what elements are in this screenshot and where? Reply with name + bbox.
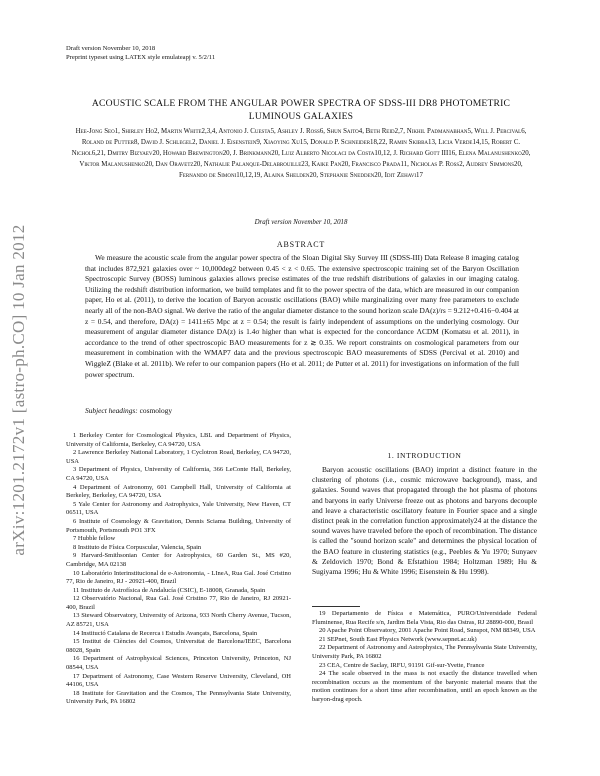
footnote: 16 Department of Astrophysical Sciences, Princeton University, Princeton, NJ 08544, USA (66, 655, 291, 672)
arxiv-identifier: arXiv:1201.2172v1 [astro-ph.CO] 10 Jan 2012 (9, 224, 28, 556)
footnote: 23 CEA, Centre de Saclay, IRFU, 91191 Gif-sur-Yvette, France (319, 661, 485, 669)
arxiv-sidebar (8, 200, 30, 580)
footnote: 9 Harvard-Smithsonian Center for Astrophysics, 60 Garden St., MS #20, Cambridge, MA 02138 (66, 552, 291, 568)
draft-date: Draft version November 10, 2018 (254, 219, 348, 226)
subject-headings (85, 406, 519, 416)
header-block (66, 44, 486, 62)
affiliation-footnotes-left (66, 432, 291, 707)
footnote: 8 Instituto de Física Corpuscular, Valencia, Spain (73, 543, 202, 551)
abstract-heading: ABSTRACT (276, 240, 326, 249)
footnote: 11 Instituto de Astrofísica de Andalucía (CSIC), E-18008, Granada, Spain (73, 586, 266, 594)
section-heading-introduction: 1. INTRODUCTION (387, 451, 462, 460)
footnote: 7 Hubble fellow (73, 535, 116, 543)
footnote: 24 The scale observed in the mass is not exactly the distance travelled when recombination occurs as the momentum of the baryonic material means that the motion continues for a short time after recombination, until an epoch known as the baryon-drag epoch. (312, 670, 537, 703)
affiliation-footnotes-right (312, 610, 537, 705)
footnote: 22 Department of Astronomy and Astrophysics, The Pennsylvania State University, University Park, PA 16802 (312, 644, 537, 660)
footnote: 2 Lawrence Berkeley National Laboratory, 1 Cyclotron Road, Berkeley, CA 94720, USA (66, 449, 291, 465)
subject-headings-value: cosmology (139, 406, 173, 415)
footnote: 3 Department of Physics, University of California, 366 LeConte Hall, Berkeley, CA 94720, USA (66, 466, 291, 482)
subject-headings-label: Subject headings: (85, 406, 138, 415)
footnote-divider (312, 606, 360, 607)
draft-version-line: Draft version November 10, 2018 (66, 45, 156, 52)
footnote: 5 Yale Center for Astronomy and Astrophysics, Yale University, New Haven, CT 06511, USA (66, 500, 291, 517)
footnote: 1 Berkeley Center for Cosmological Physics, LBL and Department of Physics, University of California, Berkeley, CA 94720, USA (66, 432, 291, 448)
introduction-body (312, 465, 537, 577)
footnote: 4 Department of Astronomy, 601 Campbell Hall, University of California at Berkeley, Berkeley, CA 94720, USA (66, 483, 291, 500)
footnote: 18 Institute for Gravitation and the Cosmos, The Pennsylvania State University, University Park, PA 16802 (66, 689, 291, 706)
paper-title: ACOUSTIC SCALE FROM THE ANGULAR POWER SPECTRA OF SDSS-III DR8 PHOTOMETRIC LUMINOUS GALAXIES (91, 98, 511, 122)
footnote: 17 Department of Astronomy, Case Western Reserve University, Cleveland, OH 44106, USA (66, 672, 291, 689)
footnote: 14 Institució Catalana de Recerca i Estudis Avançats, Barcelona, Spain (73, 629, 258, 637)
footnote: 6 Institute of Cosmology & Gravitation, Dennis Sciama Building, University of Portsmouth, Portsmouth PO1 3FX (66, 517, 291, 534)
footnote: 15 Institut de Ciències del Cosmos, Universitat de Barcelona/IEEC, Barcelona 08028, Spain (66, 638, 291, 654)
abstract-text: We measure the acoustic scale from the angular power spectra of the Sloan Digital Sky Survey III (SDSS-III) Data Release 8 imaging catalog that includes 872,921 galaxies over ~ 10,000deg2 between 0.45 < z < 0.65. The extensive spectroscopic training set of the Baryon Oscillation Spectroscopic Survey (BOSS) luminous galaxies allows precise estimates of the true redshift distributions of galaxies in our imaging catalog. Utilizing the redshift distribution information, we build templates and fit to the power spectra of the data, which are measured in our companion paper, Ho et al. (2011), to derive the location of Baryon acoustic oscillations (BAO) while marginalizing over many free parameters to exclude nearly all of the non-BAO signal. We derive the ratio of the angular diameter distance to the sound horizon scale DA(z)/rs = 9.212+0.416−0.404 at z = 0.54, and therefore, DA(z) = 1411±65 Mpc at z = 0.54; the result is fairly independent of assumptions on the underlying cosmology. Our measurement of angular diameter distance DA(z) is 1.4σ higher than what is expected for the concordance ΛCDM (Komatsu et al. 2011), in accordance to the trend of other spectroscopic BAO measurements for z ≳ 0.35. We report constraints on cosmological parameters from our measurement in combination with the WMAP7 data and the previous spectroscopic BAO measurements of SDSS (Percival et al. 2010) and WiggleZ (Blake et al. 2011b). We refer to our companion papers (Ho et al. 2011; de Putter et al. 2011) for investigations on information of the full power spectrum. (85, 253, 519, 379)
footnote: 19 Departamento de Física e Matemática, PURO/Universidade Federal Fluminense, Rua Recife s/n, Jardim Bela Vista, Rio das Ostras, RJ 28890-000, Brasil (312, 610, 537, 626)
footnote: 10 Laboratório Interinstitucional de e-Astronomia, - LIneA, Rua Gal. José Cristino 77, Rio de Janeiro, RJ - 20921-400, Brazil (66, 569, 291, 586)
introduction-paragraph: Baryon acoustic oscillations (BAO) imprint a distinct feature in the clustering of photons (i.e., cosmic microwave background), mass, and galaxies. Sound waves that propagated through the hot plasma of photons and baryons in early Universe freeze out as photons and baryons decouple and leave a characteristic oscillatory feature in Fourier space and a single distinct peak in the correlation function approximately24 at the distance the sound waves have traveled before the epoch of recombination. The distance is called the "sound horizon scale" and determines the physical location of the BAO feature in clustering statistics (e.g., Peebles & Yu 1970; Sunyaev & Zeldovich 1970; Bond & Efstathiou 1984; Holtzman 1989; Hu & Sugiyama 1996; Hu & White 1996; Eisenstein & Hu 1998). (312, 465, 537, 577)
preprint-line: Preprint typeset using LATEX style emulateapj v. 5/2/11 (66, 54, 216, 61)
abstract-body (85, 253, 519, 380)
footnote: 13 Steward Observatory, University of Arizona, 933 North Cherry Avenue, Tucson, AZ 85721, USA (66, 612, 291, 629)
footnote: 12 Observatório Nacional, Rua Gal. José Cristino 77, Rio de Janeiro, RJ 20921-400, Brazil (66, 595, 291, 611)
footnote: 21 SEPnet, South East Physics Network (www.sepnet.ac.uk) (319, 635, 477, 643)
author-list: Hee-Jong Seo1, Shirley Ho2, Martin White2,3,4, Antonio J. Cuesta5, Ashley J. Ross6, Shun Saito4, Beth Reid2,7, Nikhil Padmanabhan5, Will J. Percival6, Roland de Putter8, David J. Schlegel2, Daniel J. Eisenstein9, Xiaoying Xu15, Donald P. Schneider18,22, Ramin Skibba13, Licia Verde14,15, Robert C. Nichol6,21, Dmitry Bizyaev20, Howard Brewington20, J. Brinkmann20, Luiz Alberto Nicolaci da Costa10,12, J. Richard Gott III16, Elena Malanushenko20, Viktor Malanushenko20, Dan Oravetz20, Nathalie Palanque-Delabrouille23, Kaike Pan20, Francisco Prada11, Nicholas P. Ross2, Audrey Simmons20, Fernando de Simoni10,12,19, Alaina Shelden20, Stephanie Snedden20, Idit Zehavi17 (71, 128, 531, 179)
footnote: 20 Apache Point Observatory, 2001 Apache Point Road, Sunspot, NM 88349, USA (319, 627, 536, 635)
